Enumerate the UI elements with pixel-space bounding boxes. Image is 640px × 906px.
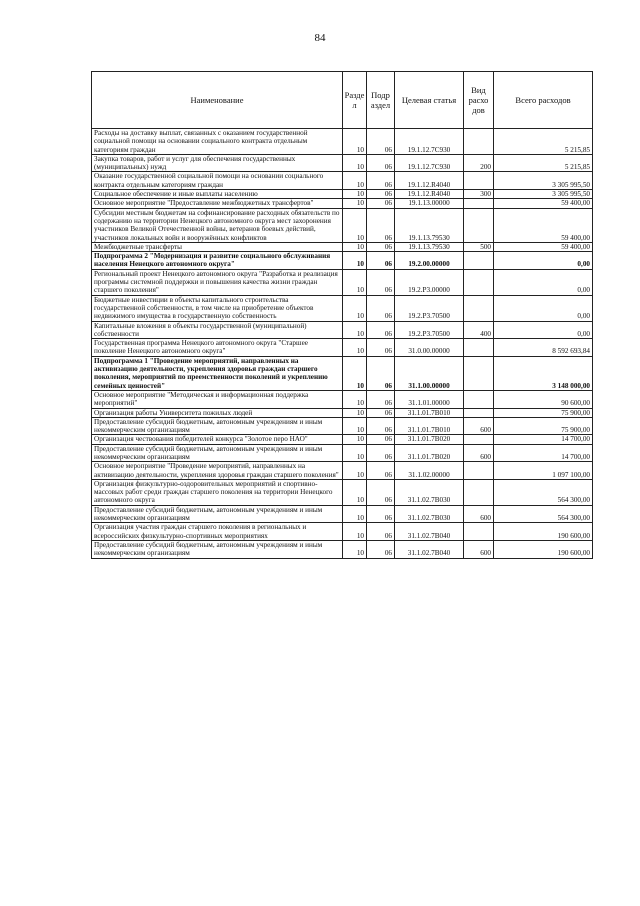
row-expense-type [464, 269, 494, 295]
row-target: 19.2.P3.70500 [395, 321, 464, 339]
row-amount: 14 700,00 [494, 435, 593, 444]
row-section: 10 [343, 242, 367, 251]
row-amount: 59 400,00 [494, 199, 593, 208]
row-amount: 564 300,00 [494, 479, 593, 505]
row-subsection: 06 [367, 172, 395, 190]
budget-table [91, 71, 593, 559]
table-row [92, 199, 593, 208]
row-target: 31.1.01.7В010 [395, 417, 464, 435]
row-subsection: 06 [367, 129, 395, 155]
row-section: 10 [343, 154, 367, 172]
row-subsection: 06 [367, 321, 395, 339]
row-expense-type: 200 [464, 154, 494, 172]
row-expense-type: 600 [464, 444, 494, 462]
row-expense-type: 600 [464, 417, 494, 435]
row-name: Капитальные вложения в объекты государственной (муниципальной) собственности [92, 321, 343, 339]
table-row [92, 295, 593, 321]
row-subsection: 06 [367, 444, 395, 462]
table-row [92, 321, 593, 339]
row-amount: 190 600,00 [494, 523, 593, 541]
row-amount: 75 900,00 [494, 417, 593, 435]
row-expense-type [464, 199, 494, 208]
row-target: 31.1.02.7В030 [395, 505, 464, 523]
row-section: 10 [343, 540, 367, 558]
table-row [92, 339, 593, 357]
row-name: Бюджетные инвестиции в объекты капитального строительства государственной собственности, в том числе на приобретение объектов недвижимого имущества в государственную собственность [92, 295, 343, 321]
row-name: Закупка товаров, работ и услуг для обеспечения государственных (муниципальных) нужд [92, 154, 343, 172]
row-amount: 0,00 [494, 321, 593, 339]
row-amount: 3 305 995,50 [494, 172, 593, 190]
row-amount: 90 600,00 [494, 390, 593, 408]
row-target: 19.1.12.R4040 [395, 190, 464, 199]
row-expense-type [464, 129, 494, 155]
row-section: 10 [343, 190, 367, 199]
row-section: 10 [343, 417, 367, 435]
row-section: 10 [343, 390, 367, 408]
row-name: Предоставление субсидий бюджетным, автономным учреждениям и иным некоммерческим организациям [92, 540, 343, 558]
row-name: Социальное обеспечение и иные выплаты населению [92, 190, 343, 199]
row-name: Организация участия граждан старшего поколения в региональных и всероссийских физкультурно-спортивных мероприятиях [92, 523, 343, 541]
row-amount: 14 700,00 [494, 444, 593, 462]
row-subsection: 06 [367, 339, 395, 357]
row-name: Организация физкультурно-оздоровительных мероприятий и спортивно-массовых работ среди граждан старшего поколения на территории Ненецкого автономного округа [92, 479, 343, 505]
row-name: Расходы на доставку выплат, связанных с оказанием государственной социальной помощи на основании социального контракта отдельным категориям граждан [92, 129, 343, 155]
row-amount: 0,00 [494, 295, 593, 321]
row-section: 10 [343, 172, 367, 190]
row-name: Основное мероприятие "Проведение мероприятий, направленных на активизацию деятельности, укрепления здоровья граждан старшего поколения" [92, 462, 343, 480]
table-row [92, 479, 593, 505]
row-amount: 564 300,00 [494, 505, 593, 523]
table-row [92, 417, 593, 435]
row-target: 31.1.01.00000 [395, 390, 464, 408]
row-target: 31.1.02.7В030 [395, 479, 464, 505]
row-subsection: 06 [367, 356, 395, 390]
row-section: 10 [343, 408, 367, 417]
row-expense-type: 600 [464, 505, 494, 523]
row-section: 10 [343, 505, 367, 523]
row-subsection: 06 [367, 390, 395, 408]
row-section: 10 [343, 269, 367, 295]
row-amount: 0,00 [494, 252, 593, 270]
row-name: Организация чествования победителей конкурса "Золотое перо НАО" [92, 435, 343, 444]
row-target: 31.1.02.7В040 [395, 540, 464, 558]
row-target: 31.1.01.7В020 [395, 444, 464, 462]
row-section: 10 [343, 339, 367, 357]
table-row [92, 356, 593, 390]
row-name: Оказание государственной социальной помощи на основании социального контракта отдельным категориям граждан [92, 172, 343, 190]
row-expense-type [464, 435, 494, 444]
row-name: Региональный проект Ненецкого автономного округа "Разработка и реализация программы системной поддержки и повышения качества жизни граждан старшего поколения" [92, 269, 343, 295]
row-amount: 59 400,00 [494, 208, 593, 242]
row-expense-type [464, 295, 494, 321]
table-row [92, 172, 593, 190]
table-row [92, 242, 593, 251]
row-amount: 0,00 [494, 269, 593, 295]
row-subsection: 06 [367, 199, 395, 208]
row-name: Основное мероприятие "Предоставление межбюджетных трансфертов" [92, 199, 343, 208]
row-name: Основное мероприятие "Методическая и информационная поддержка мероприятий" [92, 390, 343, 408]
row-target: 19.1.12.7С930 [395, 129, 464, 155]
row-target: 31.1.01.7В020 [395, 435, 464, 444]
row-target: 31.1.00.00000 [395, 356, 464, 390]
row-subsection: 06 [367, 540, 395, 558]
row-subsection: 06 [367, 295, 395, 321]
row-expense-type [464, 523, 494, 541]
row-section: 10 [343, 444, 367, 462]
row-subsection: 06 [367, 242, 395, 251]
row-expense-type [464, 408, 494, 417]
row-expense-type: 500 [464, 242, 494, 251]
row-expense-type [464, 339, 494, 357]
row-target: 31.1.01.7В010 [395, 408, 464, 417]
table-row [92, 540, 593, 558]
table-row [92, 408, 593, 417]
row-expense-type [464, 252, 494, 270]
row-target: 31.1.02.00000 [395, 462, 464, 480]
row-section: 10 [343, 129, 367, 155]
row-name: Государственная программа Ненецкого автономного округа "Старшее поколение Ненецкого автономного округа" [92, 339, 343, 357]
table-row [92, 390, 593, 408]
row-expense-type: 400 [464, 321, 494, 339]
row-name: Подпрограмма 2 "Модернизация и развитие социального обслуживания населения Ненецкого автономного округа" [92, 252, 343, 270]
row-amount: 3 148 000,00 [494, 356, 593, 390]
row-subsection: 06 [367, 417, 395, 435]
row-target: 31.1.02.7В040 [395, 523, 464, 541]
row-target: 19.2.00.00000 [395, 252, 464, 270]
row-target: 19.2.P3.70500 [395, 295, 464, 321]
row-amount: 8 592 693,84 [494, 339, 593, 357]
row-expense-type [464, 462, 494, 480]
row-amount: 5 215,85 [494, 129, 593, 155]
table-row [92, 435, 593, 444]
row-subsection: 06 [367, 154, 395, 172]
header-subsection: Подр аздел [367, 72, 395, 129]
table-row [92, 129, 593, 155]
row-amount: 1 097 100,00 [494, 462, 593, 480]
table-row [92, 269, 593, 295]
page-number: 84 [314, 32, 326, 44]
row-subsection: 06 [367, 505, 395, 523]
row-target: 19.1.12.7С930 [395, 154, 464, 172]
row-amount: 3 305 995,50 [494, 190, 593, 199]
row-target: 19.1.13.79530 [395, 242, 464, 251]
table-row [92, 252, 593, 270]
row-subsection: 06 [367, 269, 395, 295]
row-amount: 75 900,00 [494, 408, 593, 417]
row-subsection: 06 [367, 208, 395, 242]
table-row [92, 523, 593, 541]
row-target: 19.1.13.00000 [395, 199, 464, 208]
row-section: 10 [343, 321, 367, 339]
row-name: Подпрограмма 1 "Проведение мероприятий, направленных на активизацию деятельности, укрепления здоровья граждан старшего поколения, мероприятий по преемственности поколений и укреплению семейных ценностей" [92, 356, 343, 390]
row-section: 10 [343, 199, 367, 208]
row-amount: 5 215,85 [494, 154, 593, 172]
row-subsection: 06 [367, 462, 395, 480]
row-expense-type [464, 390, 494, 408]
row-section: 10 [343, 435, 367, 444]
row-section: 10 [343, 208, 367, 242]
table-row [92, 154, 593, 172]
row-target: 31.0.00.00000 [395, 339, 464, 357]
row-amount: 59 400,00 [494, 242, 593, 251]
row-name: Межбюджетные трансферты [92, 242, 343, 251]
table-row [92, 190, 593, 199]
header-total: Всего расходов [494, 72, 593, 129]
row-subsection: 06 [367, 190, 395, 199]
table-row [92, 505, 593, 523]
table-row [92, 462, 593, 480]
row-section: 10 [343, 356, 367, 390]
row-section: 10 [343, 523, 367, 541]
table-row [92, 208, 593, 242]
row-expense-type: 600 [464, 540, 494, 558]
row-expense-type [464, 208, 494, 242]
row-name: Предоставление субсидий бюджетным, автономным учреждениям и иным некоммерческим организациям [92, 444, 343, 462]
row-subsection: 06 [367, 435, 395, 444]
row-name: Организация работы Университета пожилых людей [92, 408, 343, 417]
header-section: Разде л [343, 72, 367, 129]
row-name: Предоставление субсидий бюджетным, автономным учреждениям и иным некоммерческим организациям [92, 505, 343, 523]
header-row [92, 72, 593, 129]
row-expense-type [464, 356, 494, 390]
row-name: Субсидии местным бюджетам на софинансирование расходных обязательств по содержанию на территории Ненецкого автономного округа мест захоронения участников Великой Отечественной войны, ветеранов боевых действий, участников локальных войн и вооружённых конфликтов [92, 208, 343, 242]
row-subsection: 06 [367, 252, 395, 270]
row-expense-type: 300 [464, 190, 494, 199]
row-target: 19.1.12.R4040 [395, 172, 464, 190]
row-target: 19.1.13.79530 [395, 208, 464, 242]
header-name: Наименование [92, 72, 343, 129]
header-expense-type: Вид расхо дов [464, 72, 494, 129]
row-section: 10 [343, 479, 367, 505]
row-target: 19.2.P3.00000 [395, 269, 464, 295]
row-amount: 190 600,00 [494, 540, 593, 558]
table-row [92, 444, 593, 462]
row-subsection: 06 [367, 479, 395, 505]
row-section: 10 [343, 462, 367, 480]
header-target: Целевая статья [395, 72, 464, 129]
table-body [92, 129, 593, 559]
row-expense-type [464, 172, 494, 190]
row-section: 10 [343, 252, 367, 270]
row-subsection: 06 [367, 523, 395, 541]
row-expense-type [464, 479, 494, 505]
row-name: Предоставление субсидий бюджетным, автономным учреждениям и иным некоммерческим организациям [92, 417, 343, 435]
row-section: 10 [343, 295, 367, 321]
row-subsection: 06 [367, 408, 395, 417]
